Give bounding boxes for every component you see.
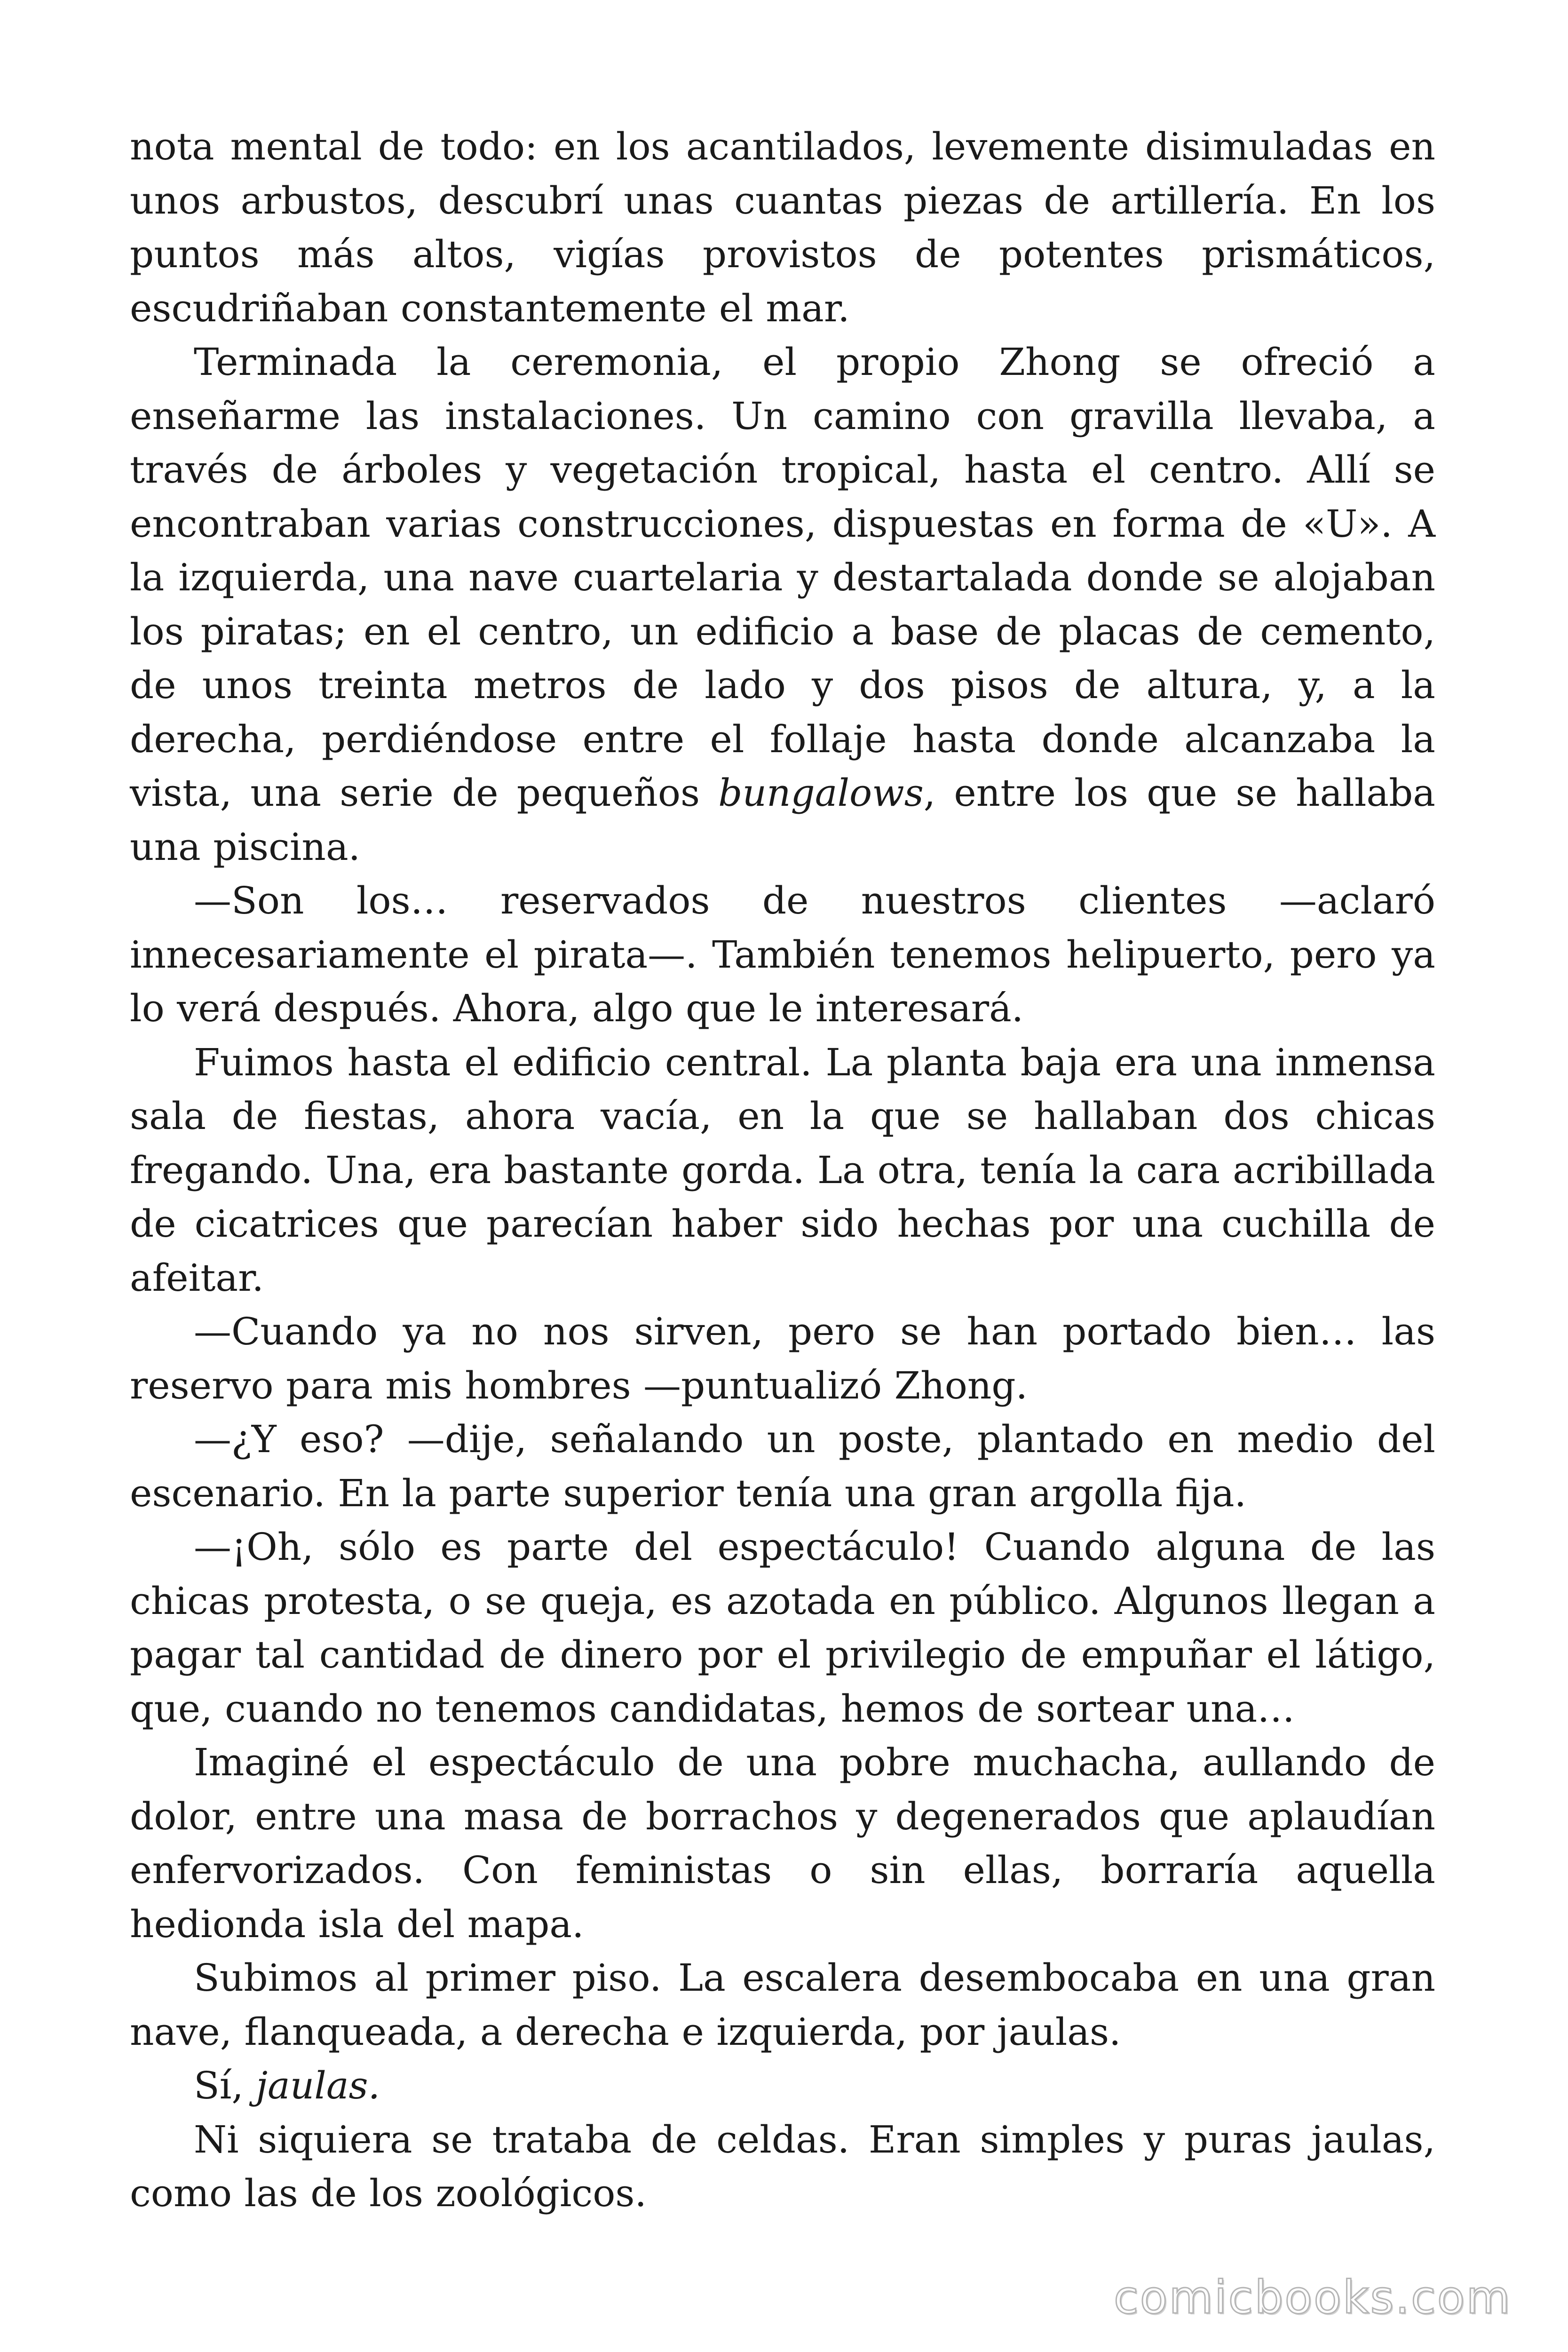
paragraph xyxy=(130,2059,1435,2113)
paragraph xyxy=(130,1951,1435,2059)
watermark: comicbooks.com xyxy=(1113,2271,1512,2324)
paragraph xyxy=(130,1736,1435,1951)
paragraph-text: Imaginé el espectáculo de una pobre muchacha, aullando de dolor, entre una masa de borrachos y degenerados que aplaudían enfervorizados. Con feministas o sin ellas, borraría aquella hedionda isla del mapa. xyxy=(130,1740,1435,1946)
italic-word: jaulas. xyxy=(256,2064,380,2107)
paragraph-text: —¿Y eso? —dije, señalando un poste, plantado en medio del escenario. En la parte superior tenía una gran argolla fija. xyxy=(130,1417,1435,1515)
paragraph-text: Fuimos hasta el edificio central. La planta baja era una inmensa sala de fiestas, ahora vacía, en la que se hallaban dos chicas fregando. Una, era bastante gorda. La otra, tenía la cara acribillada de cicatrices que parecían haber sido hechas por una cuchilla de afeitar. xyxy=(130,1040,1435,1300)
paragraph-text: —Cuando ya no nos sirven, pero se han portado bien… las reservo para mis hombres —puntualizó Zhong. xyxy=(130,1310,1435,1407)
paragraph-text: , entre los que se hallaba una piscina. xyxy=(130,771,1435,869)
paragraph-text: Sí, xyxy=(194,2064,256,2107)
paragraph xyxy=(130,1520,1435,1736)
paragraph-text: Subimos al primer piso. La escalera desembocaba en una gran nave, flanqueada, a derecha e izquierda, por jaulas. xyxy=(130,1956,1435,2054)
paragraph-text: —Son los… reservados de nuestros clientes —aclaró innecesariamente el pirata—. También tenemos helipuerto, pero ya lo verá después. Ahora, algo que le interesará. xyxy=(130,879,1435,1030)
paragraph-text: Ni siquiera se trataba de celdas. Eran simples y puras jaulas, como las de los zoológicos. xyxy=(130,2117,1435,2215)
paragraph xyxy=(130,1305,1435,1413)
italic-word: bungalows xyxy=(718,771,924,815)
paragraph-text: nota mental de todo: en los acantilados, levemente disimuladas en unos arbustos, descubrí unas cuantas piezas de artillería. En los puntos más altos, vigías provistos de potentes prismáticos, escudriñaban constantemente el mar. xyxy=(130,125,1435,330)
paragraph xyxy=(130,874,1435,1036)
paragraph xyxy=(130,2113,1435,2221)
book-page-body xyxy=(130,120,1435,2221)
paragraph xyxy=(130,1413,1435,1520)
paragraph xyxy=(130,1036,1435,1305)
paragraph xyxy=(130,335,1435,874)
paragraph-text: —¡Oh, sólo es parte del espectáculo! Cuando alguna de las chicas protesta, o se queja, es azotada en público. Algunos llegan a pagar tal cantidad de dinero por el privilegio de empuñar el látigo, que, cuando no tenemos candidatas, hemos de sortear una… xyxy=(130,1525,1435,1731)
paragraph-text: Terminada la ceremonia, el propio Zhong se ofreció a enseñarme las instalaciones. Un camino con gravilla llevaba, a través de árboles y vegetación tropical, hasta el centro. Allí se encontraban varias construcciones, dispuestas en forma de «U». A la izquierda, una nave cuartelaria y destartalada donde se alojaban los piratas; en el centro, un edificio a base de placas de cemento, de unos treinta metros de lado y dos pisos de altura, y, a la derecha, perdiéndose entre el follaje hasta donde alcanzaba la vista, una serie de pequeños xyxy=(130,340,1435,815)
paragraph xyxy=(130,120,1435,335)
